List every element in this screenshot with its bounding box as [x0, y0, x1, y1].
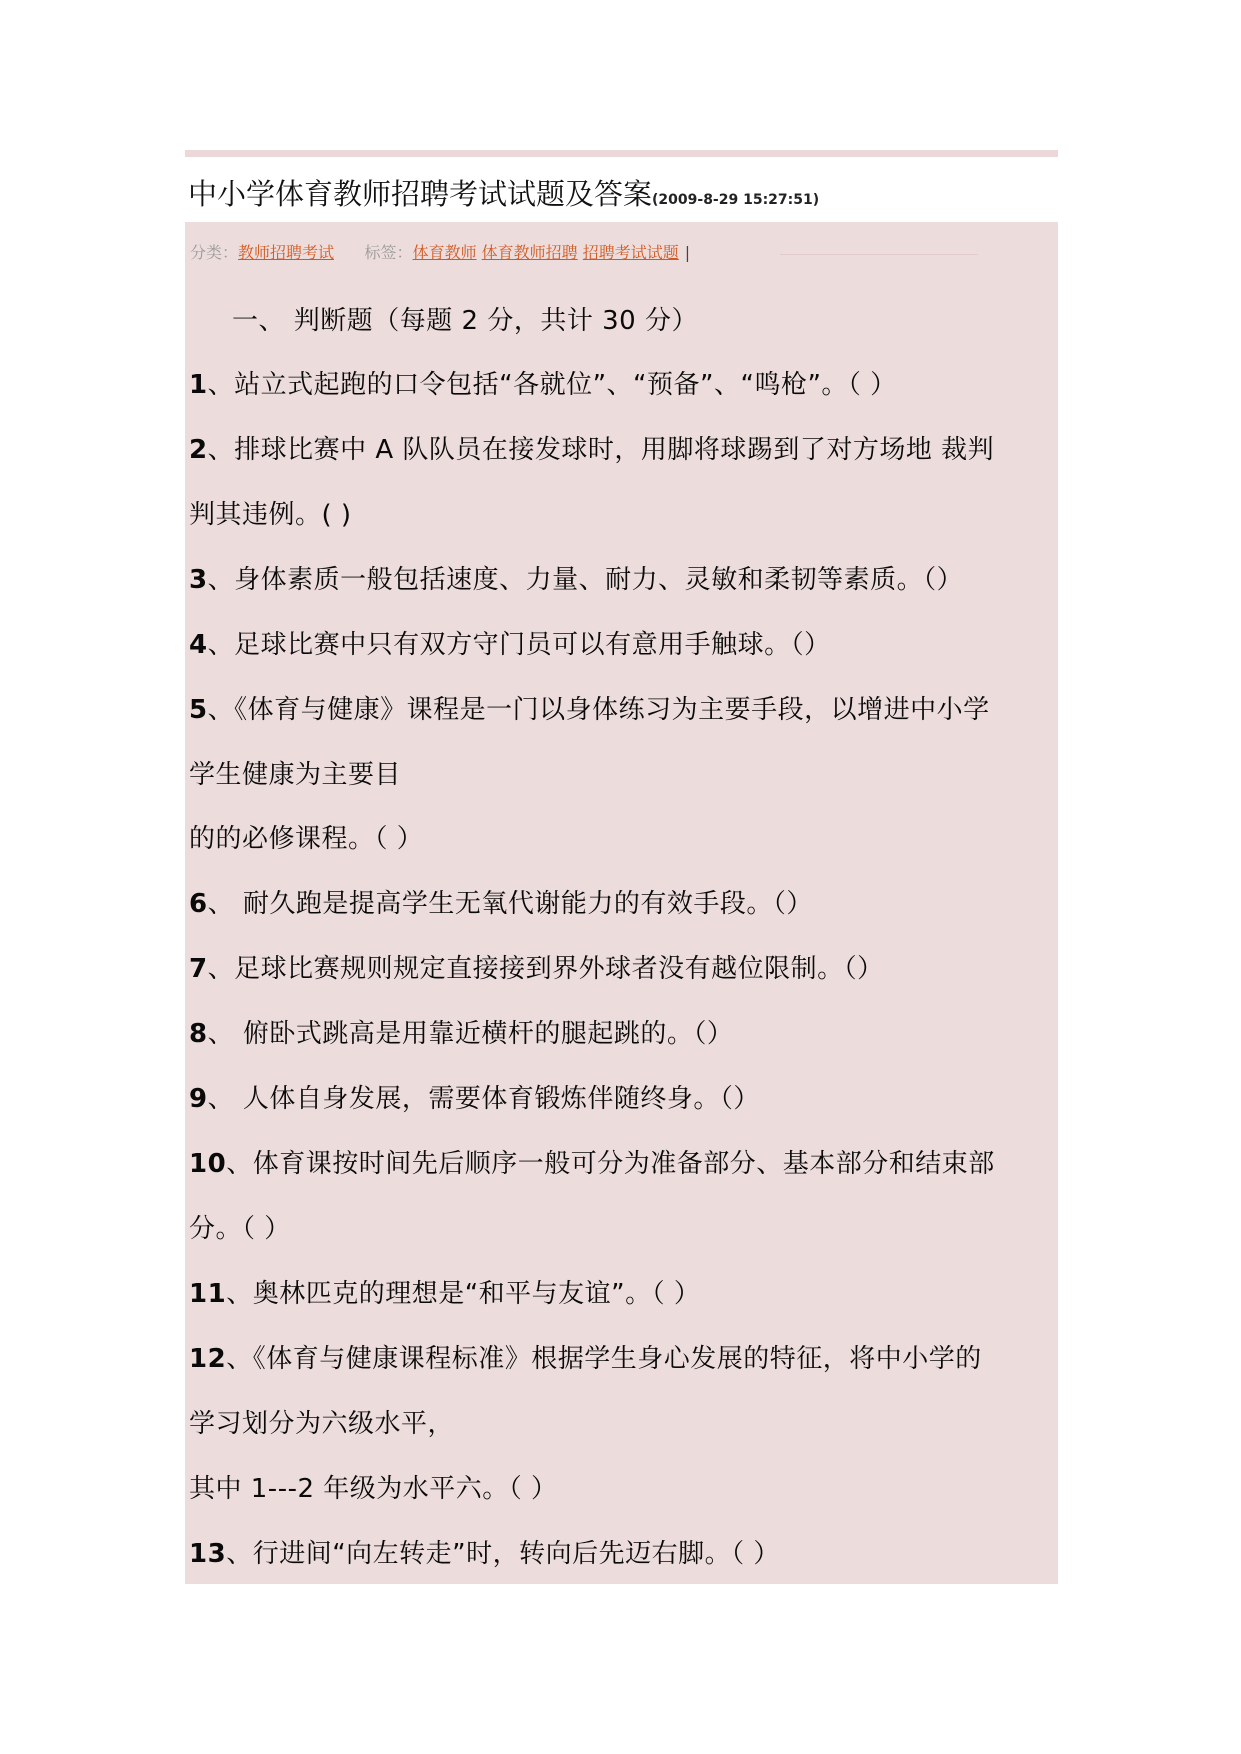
question-number: 1 — [189, 370, 208, 400]
question-line — [189, 689, 990, 726]
question-number: 2 — [189, 435, 208, 465]
question-line — [189, 1338, 982, 1375]
tag-link[interactable]: 招聘考试试题 — [582, 243, 679, 262]
question-text: 、排球比赛中 A 队队员在接发球时，用脚将球踢到了对方场地 裁判 — [207, 435, 995, 465]
question-line — [189, 1403, 454, 1440]
question-text: 学生健康为主要目 — [189, 760, 402, 790]
question-number: 10 — [189, 1149, 227, 1179]
article-title: 中小学体育教师招聘考试试题及答案 — [188, 177, 653, 211]
top-divider — [185, 150, 1058, 157]
category-label: 分类： — [190, 243, 239, 262]
question-text: 、《体育与健康》课程是一门以身体练习为主要手段，以增进中小学 — [207, 695, 990, 725]
question-text: 的的必修课程。（ ） — [189, 824, 424, 854]
tag-link[interactable]: 体育教师招聘 — [481, 243, 578, 262]
question-line — [189, 1273, 700, 1310]
question-line — [189, 1013, 733, 1050]
question-line — [189, 1078, 760, 1115]
question-line — [189, 1468, 558, 1505]
question-number: 9 — [189, 1084, 208, 1114]
question-text: 、奥林匹克的理想是“和平与友谊”。（ ） — [226, 1279, 701, 1309]
question-line — [189, 948, 884, 985]
category-link[interactable]: 教师招聘考试 — [238, 243, 335, 262]
question-number: 13 — [189, 1539, 227, 1569]
question-line — [189, 754, 401, 791]
question-text: 、行进间“向左转走”时，转向后先迈右脚。（ ） — [226, 1539, 780, 1569]
question-line — [189, 429, 994, 466]
article-meta — [190, 240, 690, 263]
question-text: 、体育课按时间先后顺序一般可分为准备部分、基本部分和结束部 — [226, 1149, 995, 1179]
question-number: 12 — [189, 1344, 227, 1374]
question-text: 、 俯卧式跳高是用靠近横杆的腿起跳的。（） — [207, 1019, 734, 1049]
question-number: 6 — [189, 889, 208, 919]
question-line — [189, 1208, 291, 1245]
question-text: 、足球比赛中只有双方守门员可以有意用手触球。（） — [207, 630, 831, 660]
question-line — [189, 494, 352, 531]
tag-link[interactable]: 体育教师 — [412, 243, 477, 262]
question-text: 学习划分为六级水平， — [189, 1409, 455, 1439]
question-text: 、 耐久跑是提高学生无氧代谢能力的有效手段。（） — [207, 889, 813, 919]
question-text: 其中 1---2 年级为水平六。（ ） — [189, 1474, 558, 1504]
question-number: 4 — [189, 630, 208, 660]
question-number: 5 — [189, 695, 208, 725]
question-line — [189, 364, 897, 401]
question-number: 7 — [189, 954, 208, 984]
question-line — [189, 624, 831, 661]
article-header — [188, 172, 819, 213]
question-text: 判其违例。( ) — [189, 500, 352, 530]
article-date: (2009-8-29 15:27:51) — [652, 192, 820, 208]
question-text: 、身体素质一般包括速度、力量、耐力、灵敏和柔韧等素质。（） — [207, 565, 964, 595]
meta-separator: | — [684, 243, 691, 262]
question-number: 11 — [189, 1279, 227, 1309]
question-number: 3 — [189, 565, 208, 595]
question-text: 、足球比赛规则规定直接接到界外球者没有越位限制。（） — [207, 954, 884, 984]
question-line — [189, 883, 813, 920]
question-text: 、站立式起跑的口令包括“各就位”、“预备”、“鸣枪”。（ ） — [207, 370, 897, 400]
question-line — [189, 559, 963, 596]
question-line — [189, 1143, 995, 1180]
question-number: 8 — [189, 1019, 208, 1049]
question-text: 分。（ ） — [189, 1214, 291, 1244]
question-line — [189, 1533, 780, 1570]
tags-label: 标签： — [364, 243, 413, 262]
question-text: 、 人体自身发展，需要体育锻炼伴随终身。（） — [207, 1084, 760, 1114]
section-heading: 一、 判断题（每题 2 分，共计 30 分） — [232, 306, 698, 336]
question-text: 、《体育与健康课程标准》根据学生身心发展的特征，将中小学的 — [226, 1344, 982, 1374]
question-line — [189, 818, 423, 855]
meta-divider — [780, 254, 978, 255]
